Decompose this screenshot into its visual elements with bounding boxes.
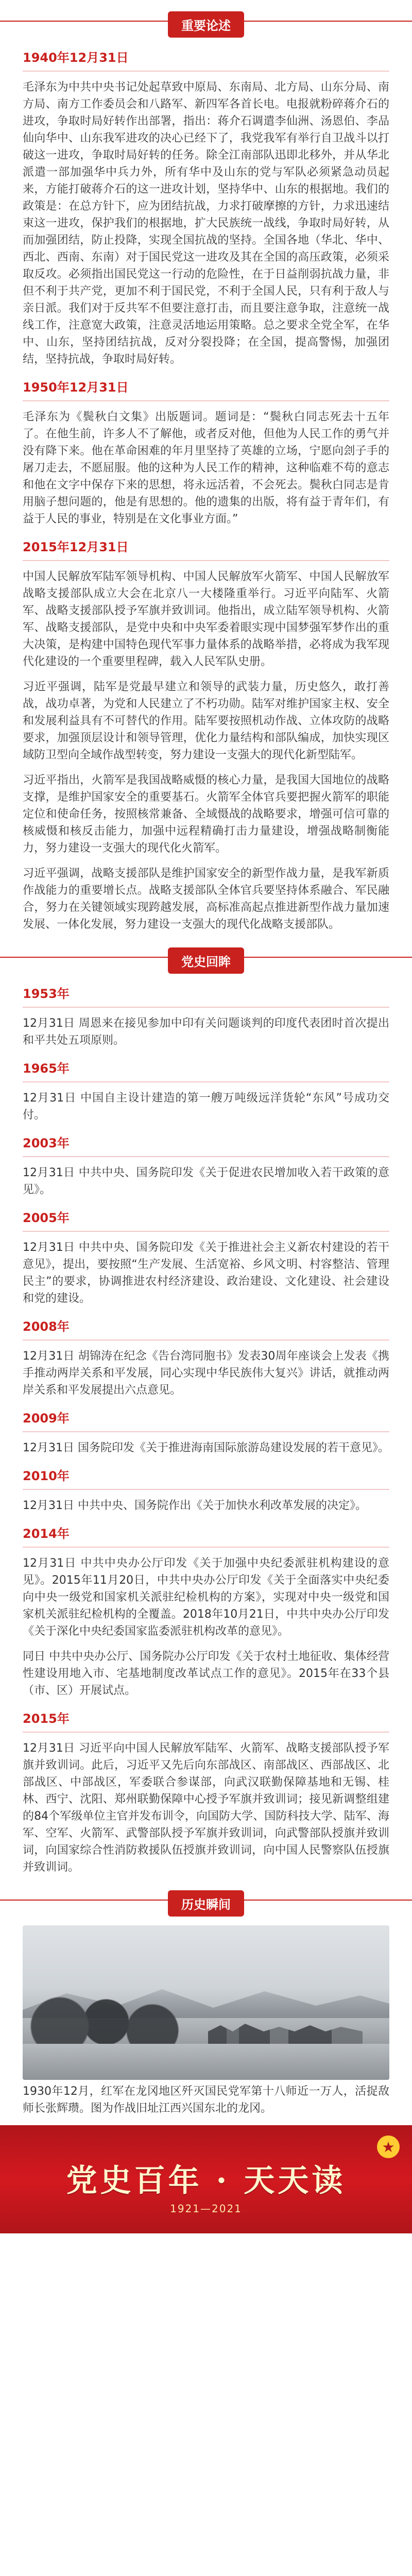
section-header-important: [0, 5, 412, 38]
history-2003: [0, 1133, 412, 1198]
section-header-history-review: [0, 941, 412, 974]
year-row: [23, 1408, 389, 1432]
footer-title: 党史百年 · 天天读: [66, 2163, 346, 2199]
year-underline: [23, 1081, 389, 1082]
year-underline: [23, 1007, 389, 1008]
history-text-2015: 12月31日 习近平向中国人民解放军陆军、火箭军、战略支援部队授予军旗并致训词。此后，习近平又先后向东部战区、南部战区、西部战区、北部战区、中部战区，军委联合参谋部，向武汉联勤保障基地和无锡、桂林、西宁、沈阳、郑州联勤保障中心授予军旗并致训词；接见新调整组建的84个军级单位主官并发布训令，向国防大学、国防科技大学、陆军、海军、空军、火箭军、武警部队授予军旗并致训词，向武警部队授旗并致训词，向国家综合性消防救援队伍授旗并致训词，向中国人民警察队伍授旗并致训词。: [23, 1742, 389, 1874]
section-title-history-review: 党史回眸: [168, 947, 244, 974]
paragraph-1940: 毛泽东为中共中央书记处起草致中原局、东南局、北方局、山东分局、南方局、南方工作委员会和八路军、新四军各首长电。电报就粉碎蒋介石的进攻，争取时局好转作出部署，指出：蒋介石调遣李仙洲、汤恩伯、李品仙向华中、山东我军进攻的决心已经下了，我党我军有举行自卫战斗以打破这一进攻，争取时局好转的任务。除全江南部队迅即北移外，并从华北派遣一部加强华中兵力外，所有华中及山东的党与军队必须紧急动员起来，方能打破蒋介石的这一进攻计划，坚持华中、山东的根据地。我们的政策是：在总方针下，应为团结抗战，力求打破摩擦的方针，力求迅速结束这一进攻，保护我们的根据地，扩大民族统一战线，争取时局好转，从而加强团结，防止投降，实现全国抗战的坚持。全国各地（华北、华中、西北、西南、东南）对于国民党这一进攻及其在全国的高压政策，必须采取反攻。必须指出国民党这一行动的危险性，在于日益削弱抗战力量，非但不利于共产党，更加不利于国民党，不利于全国人民，只有利于敌人与亲日派。我们对于反共军不但要注意打击，而且要注意争取，注意统一战线工作，注意宽大政策，注意灵活地运用策略。总之要求全党全军，在华中、山东，坚持团结抗战，反对分裂投降；在全国，提高警惕，加强团结，坚持抗战，争取时局好转。: [23, 81, 389, 366]
history-2009: [0, 1408, 412, 1456]
history-text-2008: 12月31日 胡锦涛在纪念《告台湾同胞书》发表30周年座谈会上发表《携手推动两岸关系和平发展，同心实现中华民族伟大复兴》讲话，就推动两岸关系和平发展提出六点意见。: [23, 1350, 389, 1397]
date-2015: 2015年12月31日: [23, 540, 129, 554]
year-underline: [23, 1231, 389, 1232]
year-underline: [23, 1431, 389, 1432]
date-row: [23, 377, 389, 401]
year-2014: 2014年: [23, 1527, 70, 1541]
history-2008: [0, 1316, 412, 1399]
history-text-2014: 12月31日 中共中央办公厅印发《关于加强中央纪委派驻机构建设的意见》。2015年11月20日，中共中央办公厅印发《关于全面落实中央纪委向中央一级党和国家机关派驻纪检机构的方案》，实现对中央一级党和国家机关派驻纪检机构的全覆盖。2018年10月21日，中共中央办公厅印发《关于深化中央纪委国家监委派驻机构改革的意见》。: [23, 1557, 389, 1638]
year-row: [23, 1708, 389, 1733]
history-1965: [0, 1058, 412, 1124]
history-2005: [0, 1208, 412, 1307]
date-underline: [23, 560, 389, 561]
photo-wrap: [0, 1921, 412, 2083]
history-text-2014-2: 同日 中共中央办公厅、国务院办公厅印发《关于农村土地征收、集体经营性建设用地入市、宅基地制度改革试点工作的意见》。2015年在33个县（市、区）开展试点。: [23, 1650, 389, 1697]
year-2015: 2015年: [23, 1711, 70, 1726]
history-2010: [0, 1466, 412, 1514]
year-row: [23, 1523, 389, 1548]
year-2005: 2005年: [23, 1211, 70, 1225]
date-1940: 1940年12月31日: [23, 50, 129, 65]
date-underline: [23, 71, 389, 72]
paragraph-2015-1: 中国人民解放军陆军领导机构、中国人民解放军火箭军、中国人民解放军战略支援部队成立大会在北京八一大楼隆重举行。习近平向陆军、火箭军、战略支援部队授予军旗并致训词。他指出，成立陆军领导机构、火箭军、战略支援部队，是党中央和中央军委着眼实现中国梦强军梦作出的重大决策，是构建中国特色现代军事力量体系的战略举措，必将成为我军现代化建设的一个重要里程碑，载入人民军队史册。: [23, 570, 389, 668]
section-title-history-moment: 历史瞬间: [168, 1890, 244, 1917]
photo-caption-wrap: [0, 2083, 412, 2117]
block-2015: [0, 537, 412, 933]
year-underline: [23, 1156, 389, 1157]
year-underline: [23, 1489, 389, 1490]
block-1940: [0, 47, 412, 368]
year-row: [23, 1133, 389, 1157]
footer-years: 1921—2021: [170, 2202, 242, 2215]
party-emblem-icon: ★: [377, 2136, 400, 2158]
paragraph-2015-4: 习近平强调，战略支援部队是维护国家安全的新型作战力量，是我军新质作战能力的重要增长点。战略支援部队全体官兵要坚持体系融合、军民融合，努力在关键领域实现跨越发展，高标准高起点推进新型作战力量加速发展、一体化发展，努力建设一支强大的现代化战略支援部队。: [23, 867, 389, 931]
date-row: [23, 537, 389, 561]
year-row: [23, 984, 389, 1008]
year-row: [23, 1316, 389, 1341]
block-1950: [0, 377, 412, 528]
section-header-history-moment: [0, 1884, 412, 1917]
year-2009: 2009年: [23, 1411, 70, 1426]
photo-caption: 1930年12月，红军在龙冈地区歼灭国民党军第十八师近一万人，活捉敌师长张辉瓒。图为作战旧址江西兴国东北的龙冈。: [23, 2085, 389, 2115]
date-row: [23, 47, 389, 72]
paragraph-1950: 毛泽东为《鬓秋白文集》出版题词。题词是：“鬓秋白同志死去十五年了。在他生前，许多人不了解他，或者反对他，但他为人民工作的勇气并没有降下来。他在革命困难的年月里坚持了英雄的立场，宁愿向刽子手的屠刀走去，不愿屈服。他的这种为人民工作的精神，这种临难不苟的意志和他在文字中保存下来的思想，将永远活着，不会死去。鬓秋白同志是肯用脑子想问题的，他是有思想的。他的遗集的出版，将有益于青年们，有益于人民的事业，特别是在文化事业方面。”: [23, 411, 389, 526]
history-text-2009: 12月31日 国务院印发《关于推进海南国际旅游岛建设发展的若干意见》。: [23, 1442, 389, 1454]
year-2010: 2010年: [23, 1469, 70, 1483]
history-text-1965: 12月31日 中国自主设计建造的第一艘万吨级远洋货轮“东风”号成功交付。: [23, 1092, 389, 1122]
paragraph-2015-2: 习近平强调，陆军是党最早建立和领导的武装力量，历史悠久，敢打善战，战功卓著，为党和人民建立了不朽功勋。陆军对维护国家主权、安全和发展利益具有不可替代的作用。陆军要按照机动作战、立体攻防的战略要求，加强顶层设计和领导管理，优化力量结构和部队编成，加快实现区域防卫型向全域作战型转变，努力建设一支强大的现代化新型陆军。: [23, 681, 389, 761]
year-row: [23, 1208, 389, 1232]
year-2003: 2003年: [23, 1136, 70, 1150]
history-2015: [0, 1708, 412, 1876]
date-1950: 1950年12月31日: [23, 380, 129, 395]
history-text-2005: 12月31日 中共中央、国务院印发《关于推进社会主义新农村建设的若干意见》，提出，要按照“生产发展、生活宽裕、乡风文明、村容整洁、管理民主”的要求，协调推进农村经济建设、政治建设、文化建设、社会建设和党的建设。: [23, 1241, 389, 1305]
year-1953: 1953年: [23, 987, 70, 1001]
paragraph-2015-3: 习近平指出，火箭军是我国战略威慑的核心力量，是我国大国地位的战略支撑，是维护国家安全的重要基石。火箭军全体官兵要把握火箭军的职能定位和使命任务，按照核常兼备、全域慑战的战略要求，增强可信可靠的核威慑和核反击能力，加强中远程精确打击力量建设，增强战略制衡能力，努力建设一支强大的现代化火箭军。: [23, 774, 389, 855]
history-text-2010: 12月31日 中共中央、国务院作出《关于加快水利改革发展的决定》。: [23, 1499, 367, 1512]
footer-banner: [0, 2125, 412, 2233]
year-underline: [23, 1547, 389, 1548]
history-1953: [0, 984, 412, 1049]
year-2008: 2008年: [23, 1319, 70, 1334]
date-underline: [23, 400, 389, 401]
history-2014: [0, 1523, 412, 1699]
historical-photo: [23, 1925, 389, 2080]
history-text-1953: 12月31日 周恩来在接见参加中印有关问题谈判的印度代表团时首次提出和平共处五项原则。: [23, 1017, 389, 1047]
year-1965: 1965年: [23, 1061, 70, 1076]
year-row: [23, 1058, 389, 1082]
year-row: [23, 1466, 389, 1490]
year-underline: [23, 1732, 389, 1733]
section-title-important: 重要论述: [168, 11, 244, 38]
year-underline: [23, 1340, 389, 1341]
photo-water: [23, 2044, 389, 2080]
history-text-2003: 12月31日 中共中央、国务院印发《关于促进农民增加收入若干政策的意见》。: [23, 1166, 389, 1196]
